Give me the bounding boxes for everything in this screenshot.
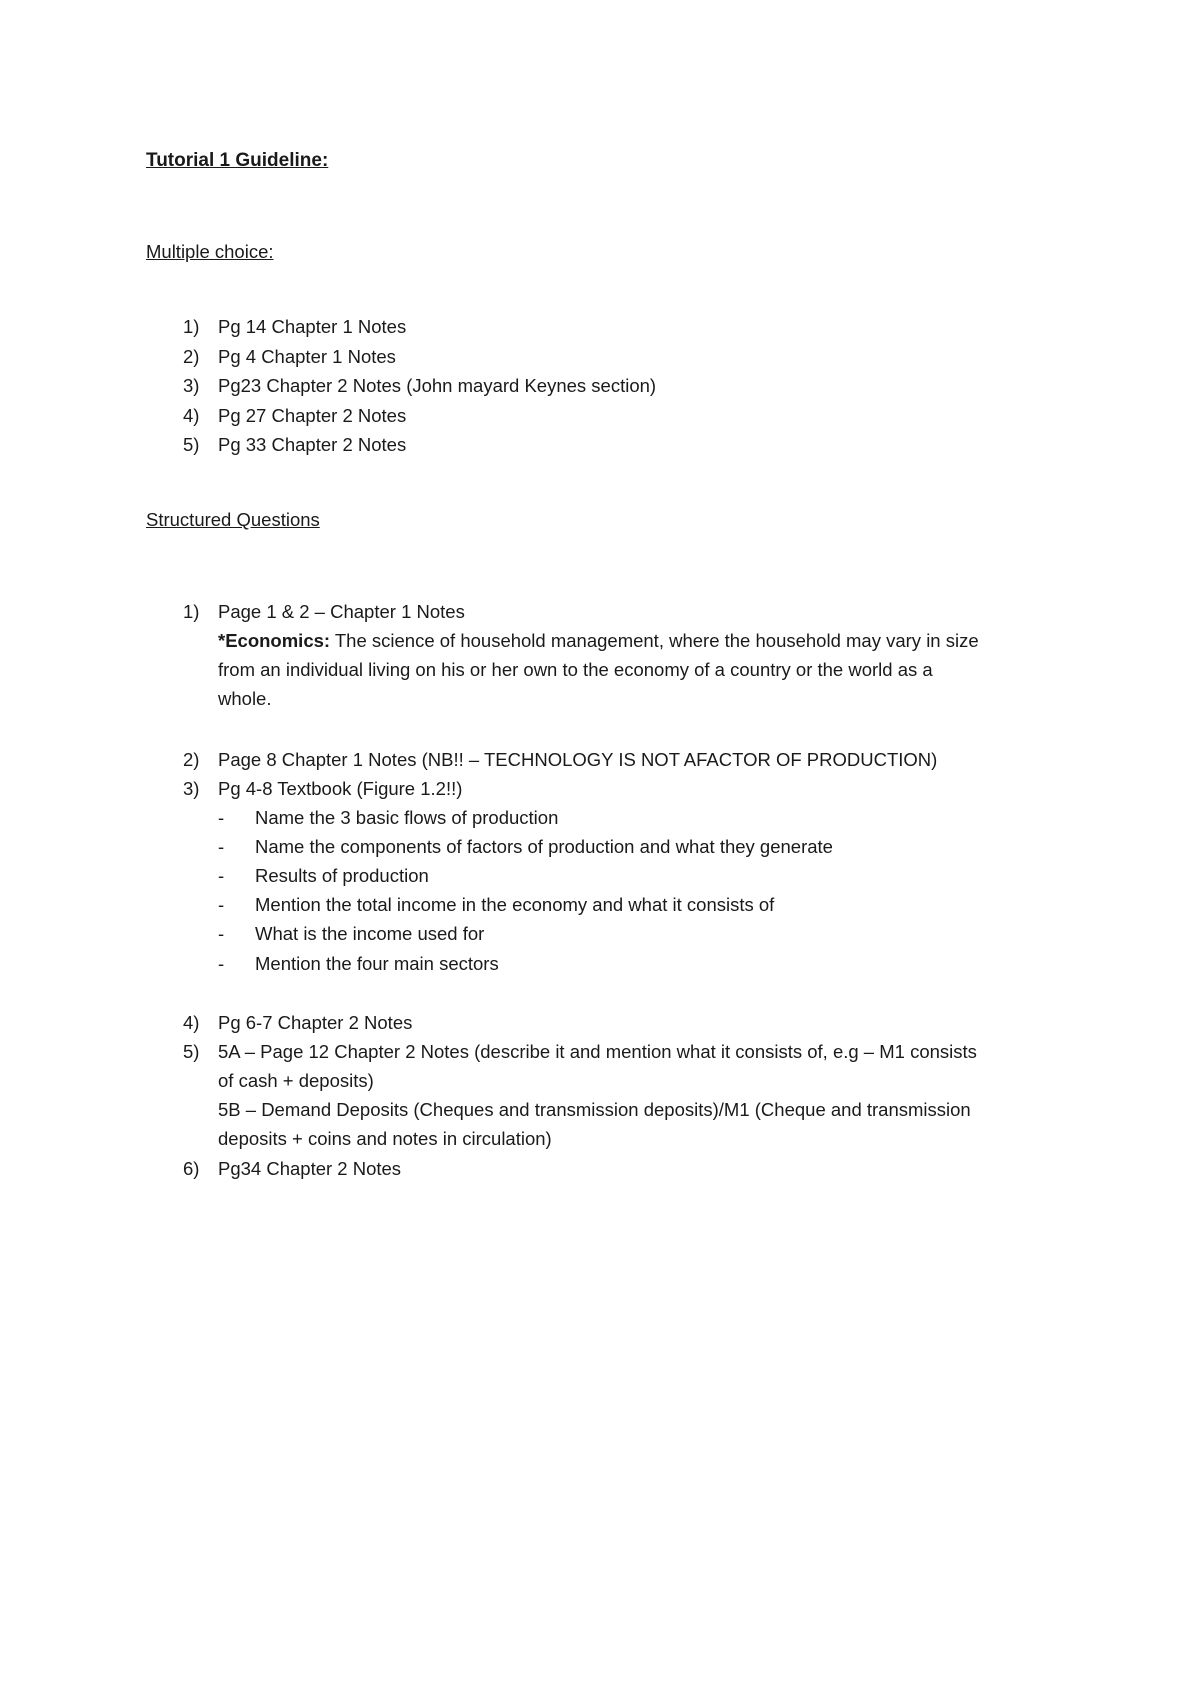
list-number: 5) — [183, 434, 200, 455]
list-item-text: Pg 27 Chapter 2 Notes — [218, 405, 407, 426]
list-item-text: Pg 6-7 Chapter 2 Notes — [218, 1012, 413, 1033]
list-item-text: Pg34 Chapter 2 Notes — [218, 1158, 402, 1179]
dash-bullet: - — [218, 923, 225, 944]
economics-definition-line — [218, 632, 979, 651]
list-item-text: Pg 4 Chapter 1 Notes — [218, 346, 396, 367]
subitem-text: Name the components of factors of production and what they generate — [255, 836, 833, 857]
dash-bullet: - — [218, 894, 225, 915]
list-item-text: Page 8 Chapter 1 Notes (NB!! – TECHNOLOGY IS NOT AFACTOR OF PRODUCTION) — [218, 749, 938, 770]
multiple-choice-heading: Multiple choice: — [146, 241, 274, 262]
list-item-continuation: deposits + coins and notes in circulation) — [218, 1128, 552, 1149]
list-number: 1) — [183, 316, 200, 337]
list-item-text: Pg 33 Chapter 2 Notes — [218, 434, 407, 455]
definition-text: The science of household management, where the household may vary in size — [330, 630, 979, 651]
list-item-text: 5A – Page 12 Chapter 2 Notes (describe it and mention what it consists of, e.g – M1 consists — [218, 1041, 977, 1062]
dash-bullet: - — [218, 807, 225, 828]
list-number: 3) — [183, 375, 200, 396]
list-item-continuation: of cash + deposits) — [218, 1070, 374, 1091]
definition-continuation: from an individual living on his or her own to the economy of a country or the world as a — [218, 659, 933, 680]
list-number: 6) — [183, 1158, 200, 1179]
subitem-text: Mention the four main sectors — [255, 953, 499, 974]
subitem-text: Results of production — [255, 865, 429, 886]
definition-continuation: whole. — [218, 688, 272, 709]
subitem-text: Mention the total income in the economy and what it consists of — [255, 894, 775, 915]
list-number: 5) — [183, 1041, 200, 1062]
list-number: 3) — [183, 778, 200, 799]
list-number: 2) — [183, 346, 200, 367]
list-item-text: Pg 14 Chapter 1 Notes — [218, 316, 407, 337]
list-number: 4) — [183, 1012, 200, 1033]
list-number: 1) — [183, 601, 200, 622]
list-item-continuation: 5B – Demand Deposits (Cheques and transmission deposits)/M1 (Cheque and transmission — [218, 1099, 971, 1120]
list-item-text: Page 1 & 2 – Chapter 1 Notes — [218, 601, 465, 622]
list-item-text: Pg 4-8 Textbook (Figure 1.2!!) — [218, 778, 463, 799]
subitem-text: Name the 3 basic flows of production — [255, 807, 559, 828]
list-number: 2) — [183, 749, 200, 770]
dash-bullet: - — [218, 865, 225, 886]
dash-bullet: - — [218, 953, 225, 974]
structured-questions-heading: Structured Questions — [146, 509, 320, 530]
definition-term: *Economics: — [218, 630, 331, 651]
dash-bullet: - — [218, 836, 225, 857]
subitem-text: What is the income used for — [255, 923, 485, 944]
list-number: 4) — [183, 405, 200, 426]
list-item-text: Pg23 Chapter 2 Notes (John mayard Keynes section) — [218, 375, 657, 396]
document-title: Tutorial 1 Guideline: — [146, 150, 329, 171]
